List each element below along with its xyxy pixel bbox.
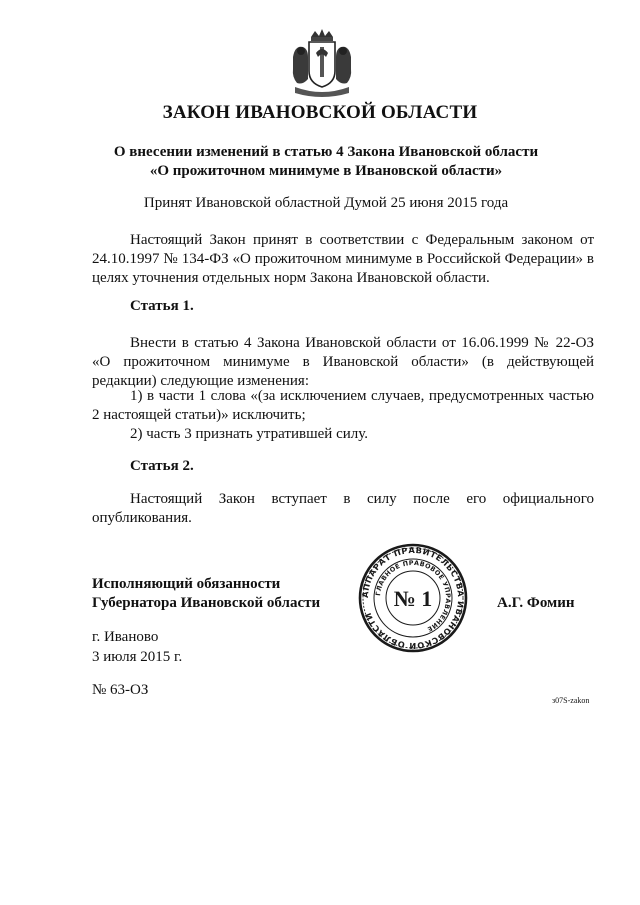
subtitle-line-1: О внесении изменений в статью 4 Закона Ивановской области [113,144,539,160]
law-subtitle [60,143,592,181]
signature-position-line-1: Исполняющий обязанности [92,576,281,592]
signature-position-line-2: Губернатора Ивановской области [92,595,321,611]
date: 3 июля 2015 г. [92,649,183,665]
place-and-date [92,627,182,667]
official-seal [358,543,468,653]
signer-name: А.Г. Фомин [497,595,575,611]
article-2-paragraph: Настоящий Закон вступает в силу после его официального опубликования. [92,491,594,526]
article-2-heading: Статья 2. [130,458,194,474]
signature-block [92,575,320,613]
file-code: з07S-zakon [552,696,590,705]
coat-of-arms-icon [289,27,355,99]
seal-inner-text: ГЛАВНОЕ ПРАВОВОЕ УПРАВЛЕНИЕ [374,558,453,634]
article-1-paragraph: Внести в статью 4 Закона Ивановской области от 16.06.1999 № 22-ОЗ «О прожиточном минимуме в Ивановской области» (в действующей редакции) следующие изменения: [92,335,594,389]
preamble-paragraph: Настоящий Закон принят в соответствии с Федеральным законом от 24.10.1997 № 134-ФЗ «О прожиточном минимуме в Российской Федерации» в целях уточнения отдельных норм Закона Ивановской области. [92,232,594,286]
city: г. Иваново [92,629,159,645]
article-1-item-2: 2) часть 3 признать утратившей силу. [130,426,369,442]
seal-ring-text: АППАРАТ ПРАВИТЕЛЬСТВА ИВАНОВСКОЙ ОБЛАСТИ [359,544,467,652]
adoption-note: Принят Ивановской областной Думой 25 июня 2015 года [143,195,509,211]
law-title: ЗАКОН ИВАНОВСКОЙ ОБЛАСТИ [162,102,478,123]
seal-number: № 1 [393,586,433,611]
article-1-item-1: 1) в части 1 слова «(за исключением случаев, предусмотренных частью 2 настоящей статьи)» исключить; [92,388,594,423]
subtitle-line-2: «О прожиточном минимуме в Ивановской области» [149,163,503,179]
article-1-heading: Статья 1. [130,298,194,314]
law-number: № 63-ОЗ [92,682,149,698]
